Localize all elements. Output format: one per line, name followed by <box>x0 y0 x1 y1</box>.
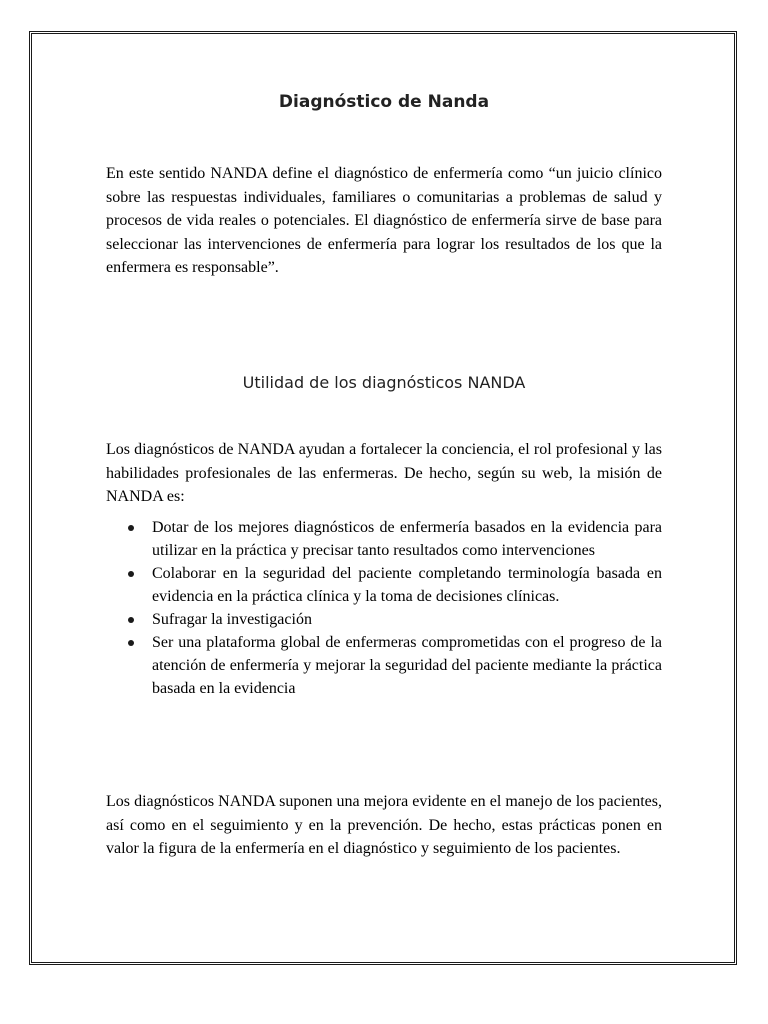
list-item <box>106 631 662 700</box>
bullet-icon <box>128 571 134 577</box>
list-item-text: Sufragar la investigación <box>152 611 312 628</box>
section-subtitle: Utilidad de los diagnósticos NANDA <box>242 373 526 392</box>
document-body <box>106 0 662 1024</box>
list-item-text: Dotar de los mejores diagnósticos de enfermería basados en la evidencia para utilizar en la práctica y precisar tanto resultados como intervenciones <box>152 519 662 559</box>
second-paragraph: Los diagnósticos de NANDA ayudan a fortalecer la conciencia, el rol profesional y las habilidades profesionales de las enfermeras. De hecho, según su web, la misión de NANDA es: <box>106 441 662 505</box>
intro-paragraph: En este sentido NANDA define el diagnóstico de enfermería como “un juicio clínico sobre las respuestas individuales, familiares o comunitarias a problemas de salud y procesos de vida reales o potenciales. El diagnóstico de enfermería sirve de base para seleccionar las intervenciones de enfermería para lograr los resultados de los que la enfermera es responsable”. <box>106 165 662 276</box>
mission-list <box>106 516 662 700</box>
list-item <box>106 562 662 608</box>
bullet-icon <box>128 525 134 531</box>
bullet-icon <box>128 617 134 623</box>
list-item <box>106 608 662 631</box>
document-title: Diagnóstico de Nanda <box>278 92 490 112</box>
list-item-text: Colaborar en la seguridad del paciente completando terminología basada en evidencia en la práctica clínica y la toma de decisiones clínicas. <box>152 565 662 605</box>
list-item-text: Ser una plataforma global de enfermeras comprometidas con el progreso de la atención de enfermería y mejorar la seguridad del paciente mediante la práctica basada en la evidencia <box>152 634 662 697</box>
bullet-icon <box>128 640 134 646</box>
list-item <box>106 516 662 562</box>
closing-paragraph: Los diagnósticos NANDA suponen una mejora evidente en el manejo de los pacientes, así como en el seguimiento y en la prevención. De hecho, estas prácticas ponen en valor la figura de la enfermería en el diagnóstico y seguimiento de los pacientes. <box>106 793 662 857</box>
